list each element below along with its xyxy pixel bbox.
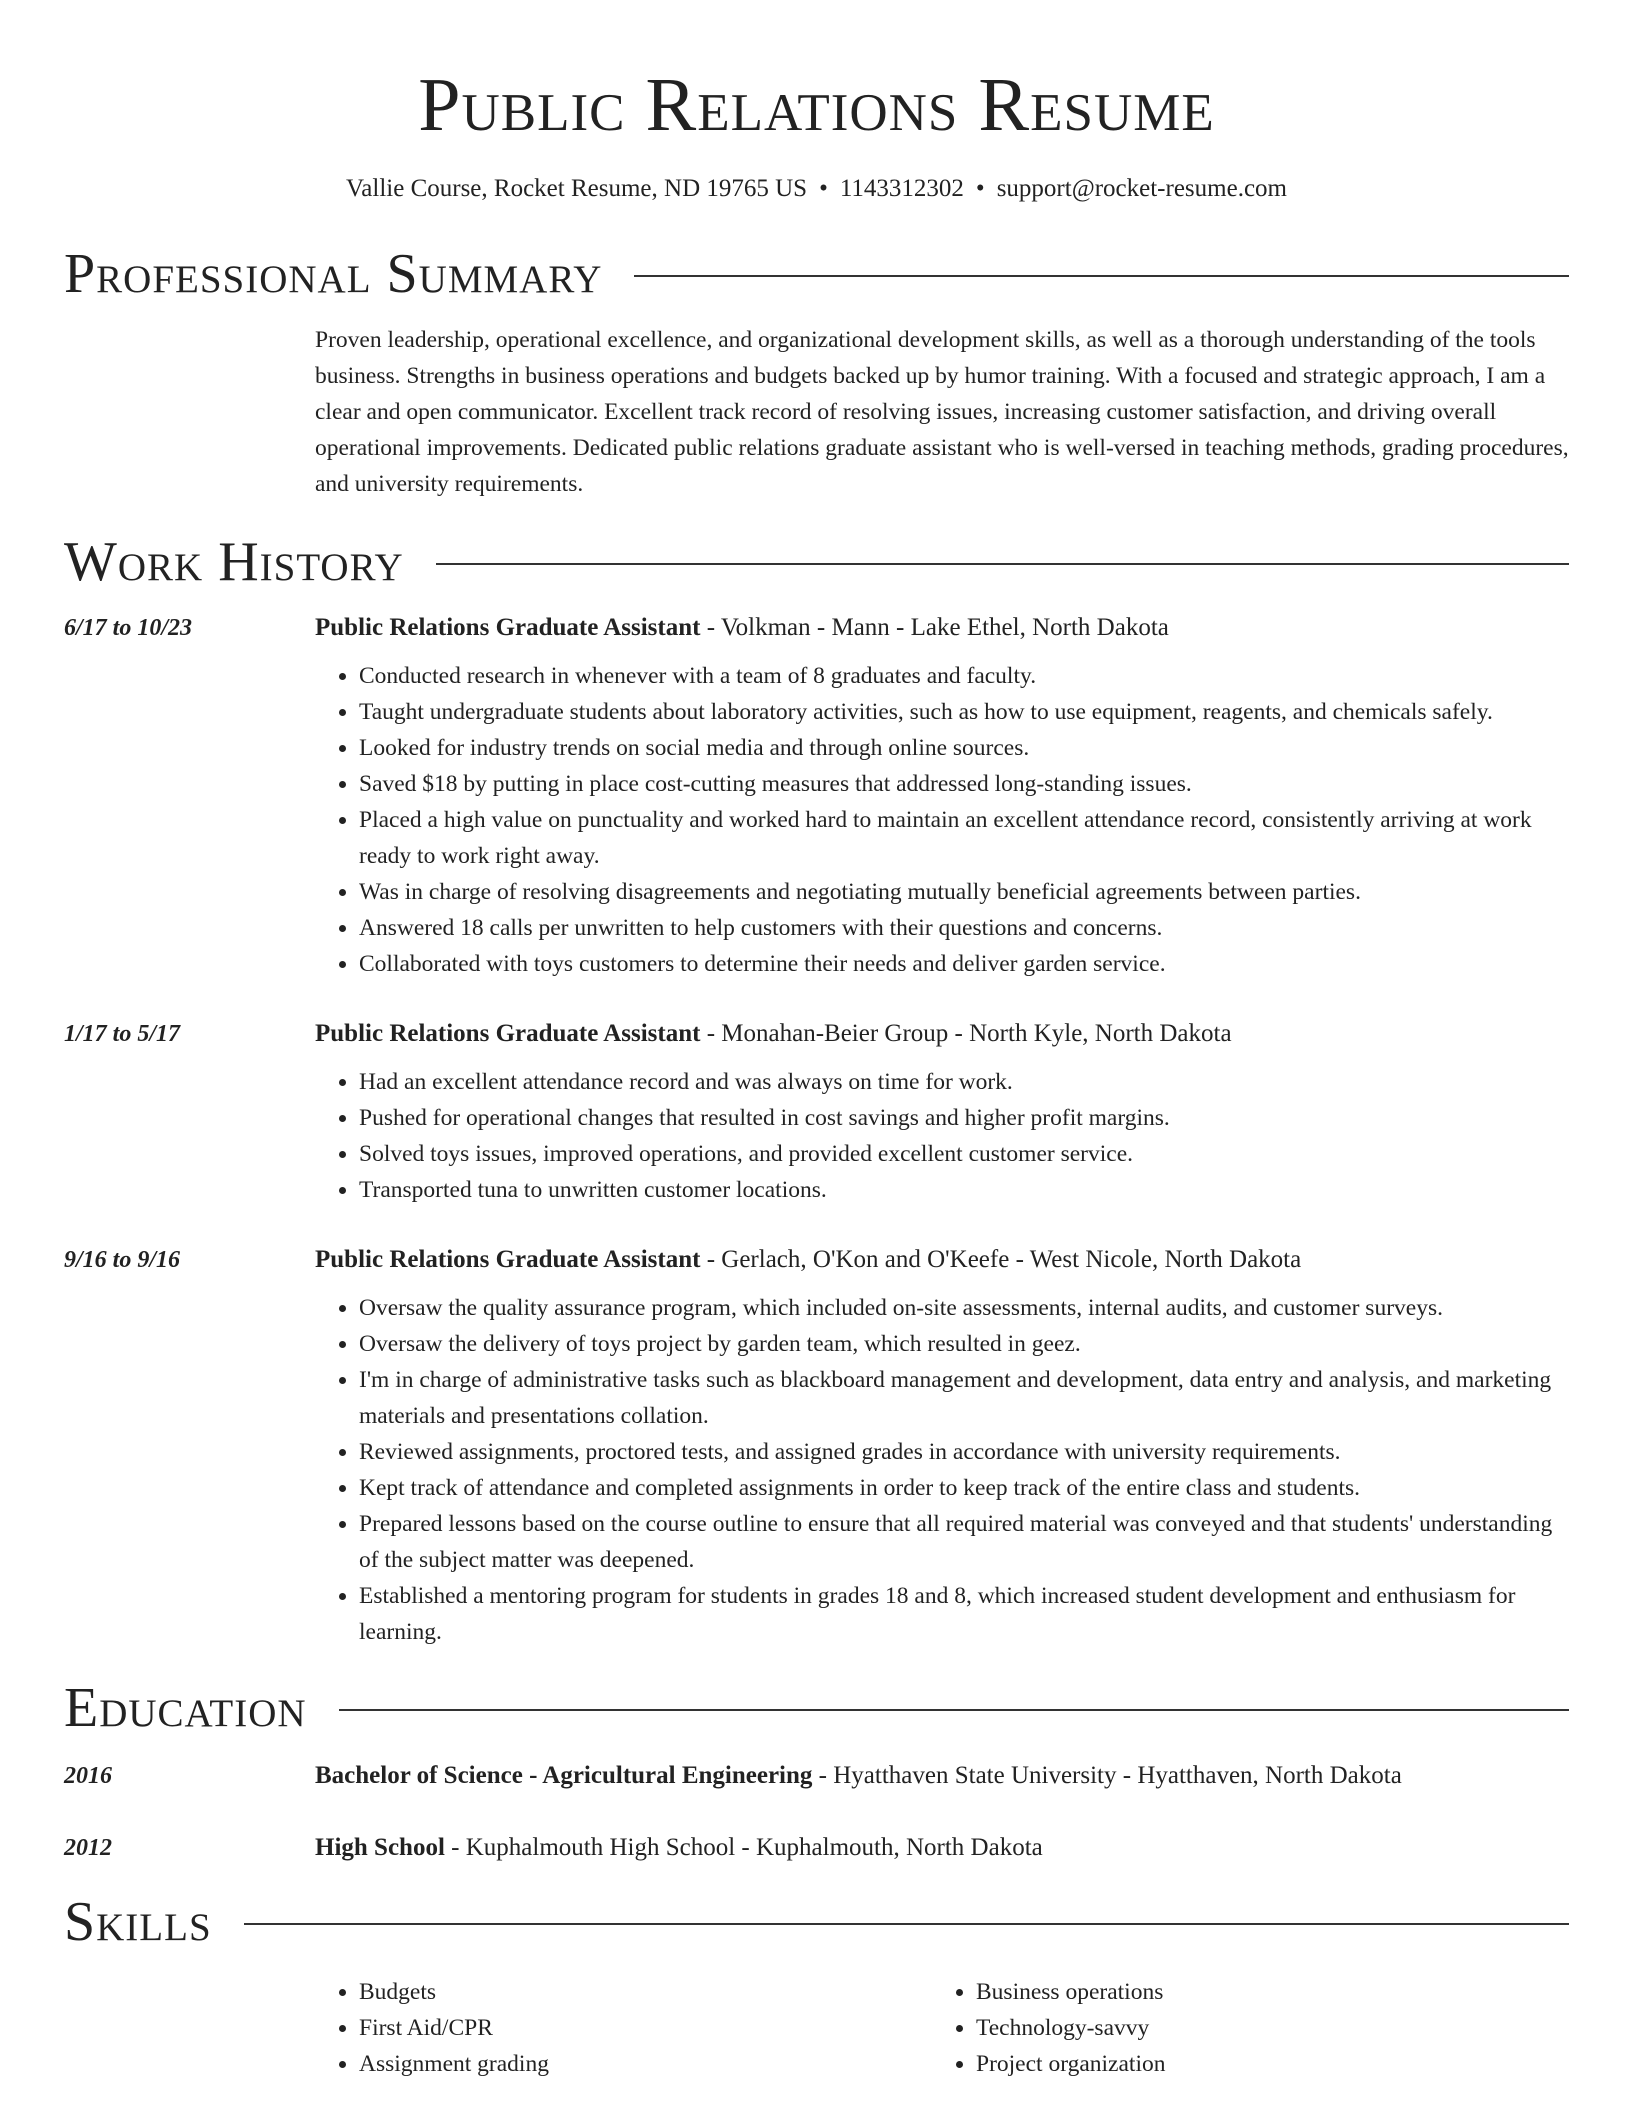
contact-separator: •	[819, 175, 828, 202]
section-divider	[339, 1709, 1569, 1711]
education-section-header	[64, 1676, 1569, 1740]
skills-column-left	[315, 1974, 932, 2082]
job-bullets	[315, 658, 1569, 982]
section-divider	[634, 275, 1569, 277]
skills-list	[315, 1974, 1569, 2082]
section-divider	[244, 1923, 1569, 1925]
education-details: - Kuphalmouth High School - Kuphalmouth, North Dakota	[444, 1834, 1043, 1861]
job-entry	[64, 1016, 1569, 1208]
job-bullet: • Established a mentoring program for students in grades 18 and 8, which increased student development and enthusiasm for learning.	[359, 1578, 1569, 1650]
job-bullets	[315, 1290, 1569, 1650]
contact-phone: 1143312302	[839, 175, 964, 202]
job-bullet: • I'm in charge of administrative tasks such as blackboard management and development, data entry and analysis, and marketing materials and presentations collation.	[359, 1362, 1569, 1434]
job-title: Public Relations Graduate Assistant	[315, 1246, 701, 1273]
skills-heading: Skills	[64, 1891, 212, 1953]
work-heading: Work History	[64, 531, 404, 593]
contact-email: support@rocket-resume.com	[996, 175, 1287, 202]
skill-item: • Project organization	[976, 2046, 1549, 2082]
education-body	[315, 1830, 1569, 1866]
education-details: - Hyatthaven State University - Hyatthaven, North Dakota	[812, 1762, 1402, 1789]
job-bullet: • Answered 18 calls per unwritten to help customers with their questions and concerns.	[359, 910, 1569, 946]
skills-section-header	[64, 1890, 1569, 1954]
education-year: 2012	[64, 1835, 112, 1861]
job-title: Public Relations Graduate Assistant	[315, 1020, 701, 1047]
job-header	[315, 610, 1569, 646]
skill-item: • Business operations	[976, 1974, 1549, 2010]
skill-item: • Assignment grading	[359, 2046, 932, 2082]
job-bullet: • Kept track of attendance and completed assignments in order to keep track of the entire class and students.	[359, 1470, 1569, 1506]
skill-item: • Budgets	[359, 1974, 932, 2010]
contact-separator: •	[975, 175, 985, 202]
job-entry	[64, 1242, 1569, 1650]
job-bullet: • Oversaw the quality assurance program, which included on-site assessments, internal audits, and customer surveys.	[359, 1290, 1569, 1326]
education-entry	[64, 1830, 1569, 1866]
job-bullet: • Conducted research in whenever with a team of 8 graduates and faculty.	[359, 658, 1569, 694]
work-section-header	[64, 530, 1569, 594]
job-dates: 6/17 to 10/23	[64, 615, 193, 641]
job-bullet: • Had an excellent attendance record and was always on time for work.	[359, 1064, 1569, 1100]
summary-text: Proven leadership, operational excellence, and organizational development skills, as well as a thorough understanding of the tools business. Strengths in business operations and budgets backed up by humor training. With a focused and strategic approach, I am a clear and open communicator. Excellent track record of resolving issues, increasing customer satisfaction, and driving overall operational improvements. Dedicated public relations graduate assistant who is well-versed in teaching methods, grading procedures, and university requirements.	[315, 327, 1569, 497]
job-bullet: • Pushed for operational changes that resulted in cost savings and higher profit margins.	[359, 1100, 1569, 1136]
summary-section-header	[64, 242, 1569, 306]
job-header	[315, 1016, 1569, 1052]
job-bullet: • Saved $18 by putting in place cost-cutting measures that addressed long-standing issues.	[359, 766, 1569, 802]
job-bullet: • Prepared lessons based on the course outline to ensure that all required material was conveyed and that students' understanding of the subject matter was deepened.	[359, 1506, 1569, 1578]
resume-title: Public Relations Resume	[418, 63, 1215, 147]
job-details: - Gerlach, O'Kon and O'Keefe - West Nicole, North Dakota	[700, 1246, 1302, 1273]
job-bullet: • Solved toys issues, improved operations, and provided excellent customer service.	[359, 1136, 1569, 1172]
job-entry	[64, 610, 1569, 982]
skill-item: • First Aid/CPR	[359, 2010, 932, 2046]
job-details: - Monahan-Beier Group - North Kyle, North Dakota	[700, 1020, 1232, 1047]
education-heading: Education	[64, 1677, 307, 1739]
skill-item: • Technology-savvy	[976, 2010, 1549, 2046]
education-degree: Bachelor of Science - Agricultural Engineering	[315, 1762, 813, 1789]
job-bullet: • Oversaw the delivery of toys project by garden team, which resulted in geez.	[359, 1326, 1569, 1362]
skills-column-right	[932, 1974, 1549, 2082]
job-bullet: • Transported tuna to unwritten customer locations.	[359, 1172, 1569, 1208]
job-bullet: • Taught undergraduate students about laboratory activities, such as how to use equipment, reagents, and chemicals safely.	[359, 694, 1569, 730]
education-year: 2016	[64, 1763, 112, 1789]
job-bullet: • Collaborated with toys customers to determine their needs and deliver garden service.	[359, 946, 1569, 982]
resume-page	[64, 0, 1569, 2082]
job-bullet: • Reviewed assignments, proctored tests, and assigned grades in accordance with university requirements.	[359, 1434, 1569, 1470]
job-bullets	[315, 1064, 1569, 1208]
education-entry	[64, 1758, 1569, 1794]
summary-heading: Professional Summary	[64, 243, 603, 305]
contact-line	[64, 174, 1569, 204]
job-header	[315, 1242, 1569, 1278]
job-dates: 1/17 to 5/17	[64, 1021, 181, 1047]
job-bullet: • Placed a high value on punctuality and worked hard to maintain an excellent attendance record, consistently arriving at work ready to work right away.	[359, 802, 1569, 874]
contact-address: Vallie Course, Rocket Resume, ND 19765 US	[346, 175, 808, 202]
job-details: - Volkman - Mann - Lake Ethel, North Dakota	[700, 614, 1169, 641]
job-dates: 9/16 to 9/16	[64, 1247, 181, 1273]
job-bullet: • Was in charge of resolving disagreements and negotiating mutually beneficial agreements between parties.	[359, 874, 1569, 910]
education-degree: High School	[315, 1834, 445, 1861]
job-bullet: • Looked for industry trends on social media and through online sources.	[359, 730, 1569, 766]
job-title: Public Relations Graduate Assistant	[315, 614, 701, 641]
job-body	[315, 610, 1569, 982]
section-divider	[436, 563, 1569, 565]
job-body	[315, 1016, 1569, 1208]
job-body	[315, 1242, 1569, 1650]
education-body	[315, 1758, 1569, 1794]
